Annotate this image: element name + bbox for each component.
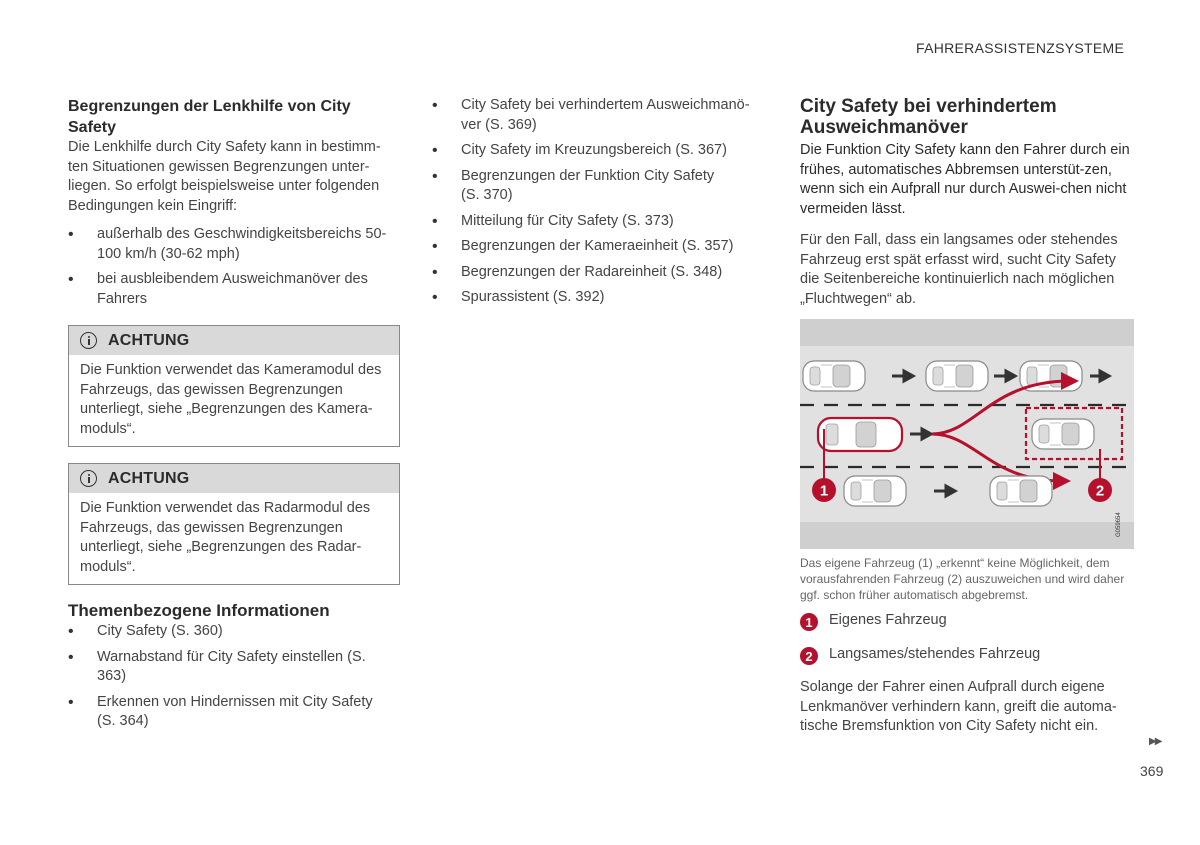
link-item[interactable]: • Begrenzungen der Funktion City Safety (S. 370) [432,167,731,206]
link-item[interactable]: • Warnabstand für City Safety einstellen (S. 363) [68,648,387,687]
slow-vehicle-icon [1032,419,1094,449]
closing-paragraph: Solange der Fahrer einen Aufprall durch eigene Lenkmanöver verhindern kann, greift die automa-tische Bremsfunktion von City Safety nicht ein. [800,679,1117,734]
section-title: FAHRERASSISTENZSYSTEME [916,40,1125,56]
link-item[interactable]: • Mitteilung für City Safety (S. 373) [432,212,767,232]
next-page-icon[interactable]: ▶▶ [1149,736,1161,747]
vehicle-icon [803,361,865,391]
right-column [800,96,1134,309]
link-item[interactable]: • City Safety (S. 360) [68,622,400,642]
lead-paragraph: Die Funktion City Safety kann den Fahrer durch ein frühes, automatisches Abbremsen unterstüt-zen, wenn sich ein Aufprall nur durch Auswei-chen nicht vermeiden lässt. [800,142,1130,217]
conditions-list [68,225,400,309]
related-links [68,622,400,732]
link-item[interactable]: • Spurassistent (S. 392) [432,288,767,308]
vehicle-icon [844,476,906,506]
list-item: • bei ausbleibendem Ausweichmanöver des Fahrers [68,270,387,309]
figure-caption: Das eigene Fahrzeug (1) „erkennt“ keine Möglichkeit, dem vorausfahrenden Fahrzeug (2) auszuweichen und wird daher ggf. schon früher automatisch abgebremst. [800,556,1125,602]
link-item[interactable]: • Erkennen von Hindernissen mit City Safety (S. 364) [68,693,387,732]
own-vehicle-icon [818,418,902,451]
legend-marker: 2 [800,647,818,665]
left-column [68,96,400,309]
list-item: • außerhalb des Geschwindigkeitsbereichs 50-100 km/h (30-62 mph) [68,225,387,264]
warning-box-radar [68,463,400,585]
vehicle-icon [926,361,988,391]
warning-box-camera [68,325,400,447]
warning-text: Die Funktion verwendet das Radarmodul des Fahrzeugs, das gewissen Begrenzungen unterliegt, siehe „Begrenzungen des Radar-moduls“. [80,500,371,575]
warning-header [69,326,399,355]
legend-item-1 [800,611,1134,631]
related-links-continued [432,96,767,308]
section-heading-steering-limits: Begrenzungen der Lenkhilfe von City Safety [68,98,351,136]
vehicle-icon [990,476,1052,506]
warning-title: ACHTUNG [108,469,190,487]
warning-text: Die Funktion verwendet das Kameramodul des Fahrzeugs, das gewissen Begrenzungen unterliegt, siehe „Begrenzungen des Kamera-moduls“. [80,362,382,437]
related-info-section [68,600,400,732]
related-info-heading: Themenbezogene Informationen [68,601,330,620]
section-heading-evasive-maneuver: City Safety bei verhindertem Ausweichmanöver [800,96,1057,138]
legend-label: Eigenes Fahrzeug [829,612,947,628]
link-item[interactable]: • Begrenzungen der Kameraeinheit (S. 357) [432,237,767,257]
legend-label: Langsames/stehendes Fahrzeug [829,646,1041,662]
info-icon [80,332,97,349]
link-item[interactable]: • City Safety im Kreuzungsbereich (S. 367) [432,141,767,161]
page-number: 369 [1140,763,1164,779]
marker-1-label: 1 [819,482,829,500]
image-code: G059654 [1116,512,1122,537]
link-item[interactable]: • City Safety bei verhindertem Ausweichmanö-ver (S. 369) [432,96,761,135]
link-item[interactable]: • Begrenzungen der Radareinheit (S. 348) [432,263,767,283]
legend-item-2 [800,645,1134,665]
warning-title: ACHTUNG [108,331,190,349]
legend [800,611,1134,665]
marker-2-label: 2 [1095,482,1105,500]
intro-paragraph: Die Lenkhilfe durch City Safety kann in bestimm-ten Situationen gewissen Begrenzungen unter-liegen. So erfolgt beispielsweise unter folgenden Bedingungen kein Eingriff: [68,139,381,214]
warning-header [69,464,399,493]
evasive-maneuver-illustration [800,319,1134,549]
middle-column [432,96,767,308]
legend-marker: 1 [800,613,818,631]
description-paragraph: Für den Fall, dass ein langsames oder stehendes Fahrzeug erst spät erfasst wird, sucht City Safety die Seitenbereiche kontinuierlich nach möglichen „Fluchtwegen“ ab. [800,232,1118,307]
info-icon [80,470,97,487]
